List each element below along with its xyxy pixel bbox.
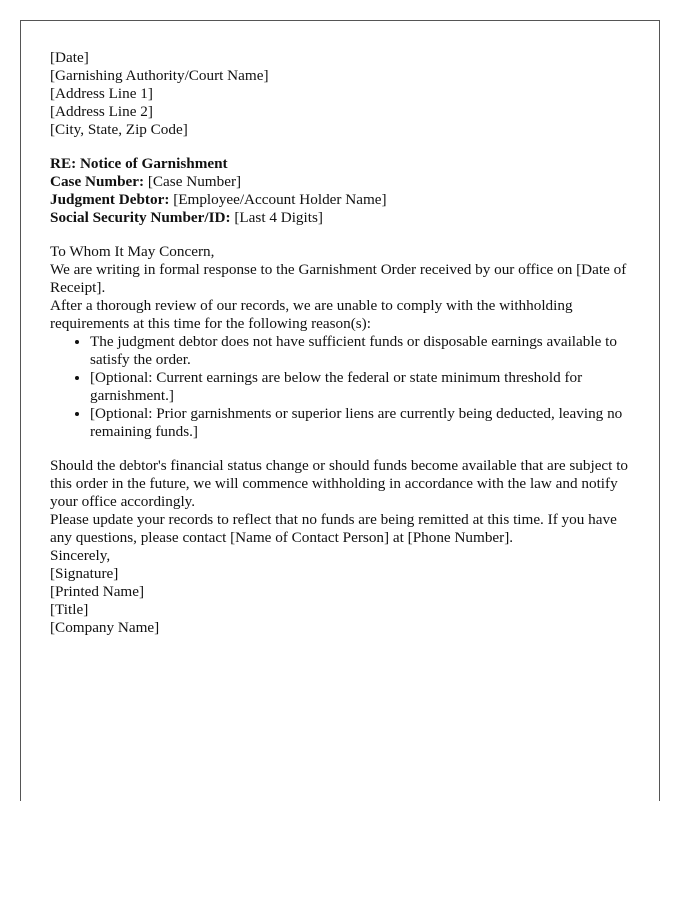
paragraph-future-withholding: Should the debtor's financial status change or should funds become available that are subject to this order in the future, we will commence withholding in accordance with the law and notify your office accordingly. — [50, 457, 629, 510]
letter-body — [50, 49, 634, 637]
paragraph-review: After a thorough review of our records, we are unable to comply with the withholding requirements at this time for the following reason(s): — [50, 297, 573, 332]
list-item: • [Optional: Current earnings are below the federal or state minimum threshold for garnishment.] — [90, 369, 634, 405]
case-number-line — [50, 173, 634, 191]
judgment-debtor-line — [50, 191, 634, 209]
paragraph-contact: Please update your records to reflect that no funds are being remitted at this time. If you have any questions, please contact [Name of Contact Person] at [Phone Number]. — [50, 511, 617, 546]
ssn-line — [50, 209, 634, 227]
signatory-block — [50, 583, 634, 637]
judgment-debtor-label: Judgment Debtor: — [50, 191, 170, 208]
recipient-city-state-zip: [City, State, Zip Code] — [50, 121, 188, 138]
printed-name: [Printed Name] — [50, 583, 145, 600]
list-item: • [Optional: Prior garnishments or superior liens are currently being deducted, leaving no remaining funds.] — [90, 405, 634, 441]
letter-page — [20, 20, 660, 801]
reference-block — [50, 155, 634, 227]
signatory-title: [Title] — [50, 601, 89, 618]
recipient-address-line-1: [Address Line 1] — [50, 85, 153, 102]
signature-placeholder: [Signature] — [50, 565, 119, 582]
recipient-address-line-2: [Address Line 2] — [50, 103, 153, 120]
ssn-label: Social Security Number/ID: — [50, 209, 231, 226]
list-item: • The judgment debtor does not have sufficient funds or disposable earnings available to satisfy the order. — [90, 333, 634, 369]
recipient-name: [Garnishing Authority/Court Name] — [50, 67, 269, 84]
re-line: RE: Notice of Garnishment — [50, 155, 228, 172]
paragraph-response: We are writing in formal response to the Garnishment Order received by our office on [Date of Receipt]. — [50, 261, 627, 296]
letter-date: [Date] — [50, 49, 89, 66]
salutation: To Whom It May Concern, — [50, 243, 215, 260]
case-number-label: Case Number: — [50, 173, 145, 190]
recipient-address — [50, 67, 634, 139]
reasons-list — [50, 333, 634, 441]
company-name: [Company Name] — [50, 619, 160, 636]
ssn-value: [Last 4 Digits] — [234, 209, 323, 226]
closing: Sincerely, — [50, 547, 111, 564]
case-number-value: [Case Number] — [147, 173, 242, 190]
judgment-debtor-value: [Employee/Account Holder Name] — [173, 191, 387, 208]
